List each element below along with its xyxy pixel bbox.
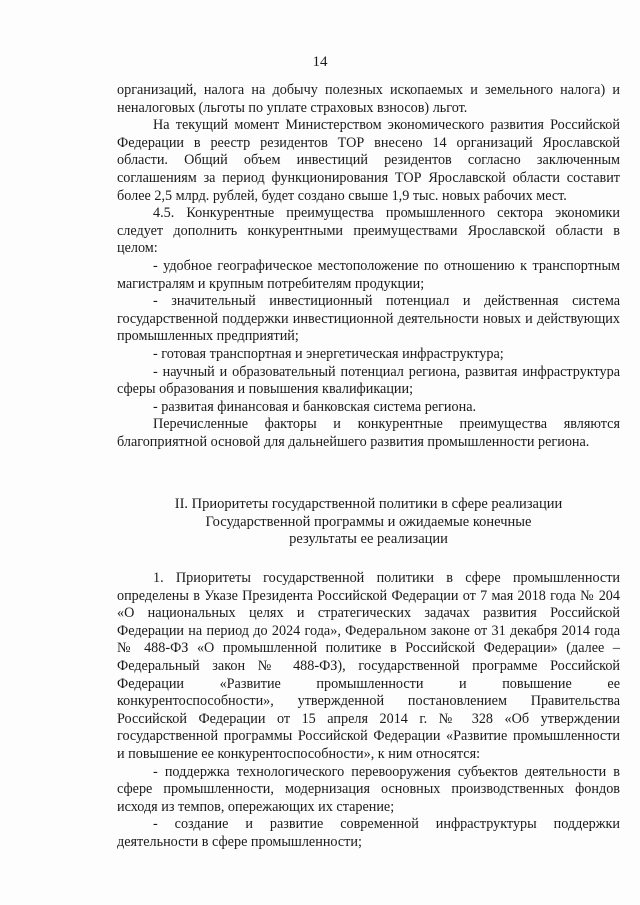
section-heading-line: II. Приоритеты государственной политики в сфере реализации	[174, 496, 563, 512]
section-heading-line: результаты ее реализации	[289, 531, 448, 548]
list-item: - значительный инвестиционный потенциал и действенная система государственной поддержки инвестиционной деятельности новых и действующих промышленных предприятий;	[117, 293, 620, 345]
list-item: - развитая финансовая и банковская система региона.	[153, 398, 477, 415]
paragraph: Перечисленные факторы и конкурентные преимущества являются благоприятной основой для дальнейшего развития промышленности региона.	[117, 416, 620, 450]
paragraph: На текущий момент Министерством экономического развития Российской Федерации в реестр резидентов ТОР внесено 14 организаций Ярославской области. Общий объем инвестиций резидентов согласно заключенным соглашениям за период функционирования ТОР Ярославской области составит более 2,5 млрд. рублей, будет создано свыше 1,9 тыс. новых рабочих мест.	[117, 117, 620, 204]
section-heading-line: Государственной программы и ожидаемые конечные	[205, 513, 532, 530]
text-block-priorities	[117, 570, 620, 852]
section-heading	[117, 496, 620, 549]
list-item: - удобное географическое местоположение по отношению к транспортным магистралям и крупным потребителям продукции;	[117, 257, 620, 292]
list-item: - поддержка технологического перевооружения субъектов деятельности в сфере промышленности, модернизация основных производственных фондов исходя из темпов, опережающих их старение;	[117, 763, 620, 815]
text-block-intro	[117, 82, 620, 451]
list-item: - научный и образовательный потенциал региона, развитая инфраструктура сферы образования и повышения квалификации;	[117, 363, 620, 398]
paragraph: 4.5. Конкурентные преимущества промышленного сектора экономики следует дополнить конкурентными преимуществами Ярославской области в целом:	[117, 205, 620, 257]
paragraph: организаций, налога на добычу полезных ископаемых и земельного налога) и неналоговых (льготы по уплате страховых взносов) льгот.	[117, 82, 620, 116]
list-item: - создание и развитие современной инфраструктуры поддержки деятельности в сфере промышленности;	[117, 816, 620, 850]
list-item: - готовая транспортная и энергетическая инфраструктура;	[153, 345, 504, 362]
page-number: 14	[312, 54, 328, 70]
paragraph: 1. Приоритеты государственной политики в сфере промышленности определены в Указе Президента Российской Федерации от 7 мая 2018 года № 204 «О национальных целях и стратегических задачах развития Российской Федерации на период до 2024 года», Федеральном законе от 31 декабря 2014 года № 488-ФЗ «О промышленной политике в Российской Федерации» (далее – Федеральный закон № 488-ФЗ), государственной программе Российской Федерации «Развитие промышленности и повышение ее конкурентоспособности», утвержденной постановлением Правительства Российской Федерации от 15 апреля 2014 г. № 328 «Об утверждении государственной программы Российской Федерации «Развитие промышленности и повышение ее конкурентоспособности», к ним относятся:	[117, 570, 620, 762]
